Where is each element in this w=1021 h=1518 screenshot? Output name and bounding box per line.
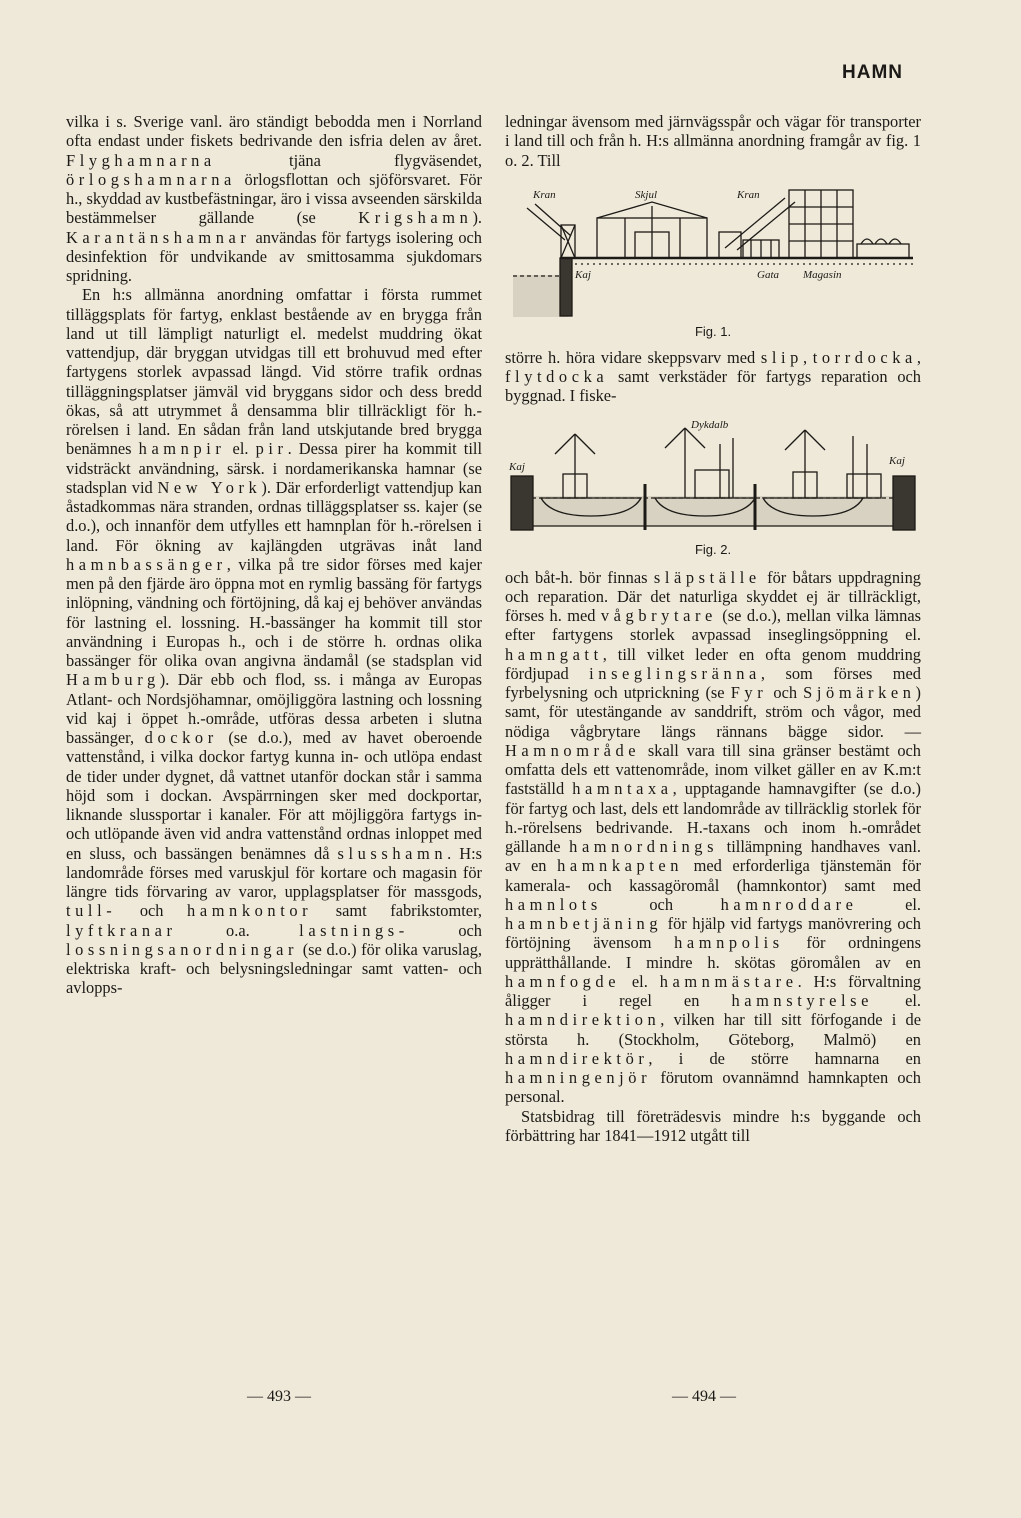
text-run: . H:s förvaltning åligger i regel en	[505, 971, 921, 1010]
page-number-left: — 493 —	[247, 1388, 311, 1405]
text-run: förutom ovannämnd hamnkapten och personal.	[505, 1068, 921, 1107]
paragraph	[66, 112, 482, 285]
basin-cross-section-diagram	[505, 414, 921, 538]
spaced-term: örlogshamnarna	[66, 169, 236, 189]
spaced-term: Hamburg	[66, 670, 160, 690]
spaced-term: hamnfogde	[505, 971, 621, 991]
text-run: skall vara till sina gränser bestämt och omfatta dels ett vattenområde, inom vilket gäller en av K.m:t fastställd	[505, 740, 921, 799]
paragraph	[505, 568, 921, 1107]
label-gata: Gata	[757, 268, 779, 281]
spaced-term: hamnpir	[138, 439, 226, 459]
text-run: (se d.o.), med av havet oberoende vattenstånd, i vilka dockor fartyg kunna in- och utlöpa endast de tider under dygnet, då vattnet utanför dockan står i samma höjd som i dockan. Avspärrningen sker med dockportar, liknande slussportar i kanaler. För att möjliggöra fartygs in- och utlöpande även vid andra vattenstånd ordnas inloppet med en sluss, och bassängen benämnes då	[66, 728, 482, 863]
text-run: , vilka på tre sidor förses med kajer men på den fjärde äro öppna mot en rymlig bassäng för fartygs inlöpning, vändning och förtöjning, då kaj ej behöver användas för lastning el. lossning. H.-bassänger ha kommit till stor användning i Europas h., och i de större h. ordnas olika bassänger för olika ovan angivna ändamål (se stadsplan vid	[66, 554, 482, 670]
spaced-term: Karantänshamnar	[66, 227, 251, 247]
spaced-term: lastnings-	[299, 920, 409, 940]
figure-1	[505, 180, 921, 342]
spaced-term: slip	[760, 347, 803, 367]
text-run: , som förses med fyrbelysning och utprickning (se	[505, 663, 921, 702]
text-run: ).	[472, 208, 482, 228]
label-kaj-right: Kaj	[889, 454, 905, 467]
paragraph	[505, 348, 921, 406]
spaced-term: pir	[255, 439, 288, 459]
spaced-term: hamnstyrelse	[731, 991, 874, 1010]
figure-2-caption: Fig. 2.	[694, 541, 732, 557]
text-run: ,	[916, 347, 921, 367]
spaced-term: hamnlots	[505, 894, 602, 914]
text-run: ). Där erforderligt vattendjup kan åstadkommas nära stranden, ordnas tilläggsplatser ss. kajer (se d.o.), och innanför dem utfylles ett hamnplan för h.-rörelsen i land. För ökning av kajlängden utgrävas inåt land	[66, 477, 483, 555]
spaced-term: Hamnområde	[505, 740, 641, 760]
spaced-term: hamndirektör	[505, 1048, 649, 1068]
spaced-term: slusshamn	[337, 843, 448, 863]
spaced-term: hamndirektion	[505, 1010, 661, 1030]
paragraph	[505, 112, 921, 170]
spaced-term: hamnkontor	[187, 901, 313, 921]
text-run: , till vilket leder en ofta genom muddring fördjupad	[505, 644, 921, 683]
spaced-term: hamnbetjäning	[505, 914, 663, 933]
spaced-term: Flyghamnarna	[66, 150, 216, 170]
text-run: och	[601, 894, 721, 914]
text-run: och	[116, 901, 188, 921]
spaced-term: hamnmästare	[659, 971, 798, 991]
text-run: el.	[620, 971, 660, 991]
spaced-term: Sjömärken	[803, 683, 916, 702]
spaced-term: Fyr	[730, 683, 768, 702]
spaced-term: hamnkapten	[557, 856, 684, 876]
spaced-term: hamngatt	[505, 644, 603, 664]
figure-2	[505, 414, 921, 562]
text-run: el.	[857, 894, 921, 914]
text-run: för hjälp vid fartygs manövrering och förtöjning ävensom	[505, 914, 921, 953]
text-run: ledningar ävensom med järnvägsspår och vägar för transporter i land till och från h. H:s allmänna anordning framgår av fig. 1 o. 2. Till	[505, 112, 921, 170]
spaced-term: tull-	[66, 901, 117, 921]
text-run: och	[408, 920, 482, 940]
spaced-term: hamnroddare	[720, 894, 858, 914]
text-run: ) samt, för utestängande av sanddrift, ström och vågor, med nödiga vågbrytare längs rännans bägge sidor. —	[505, 683, 921, 741]
text-run: (se d.o.) för olika varuslag, elektriska kraft- och belysningsledningar samt vatten- och avlopps-	[66, 939, 482, 998]
spaced-term: New York	[157, 477, 262, 497]
text-run: , i de större hamnarna en	[648, 1048, 921, 1068]
text-run: el.	[873, 991, 921, 1010]
paragraph	[505, 1107, 921, 1146]
text-run: användas för fartygs isolering och desinfektion för undvikande av smittosamma sjukdomars spridning.	[66, 227, 482, 285]
label-kaj-left: Kaj	[509, 460, 525, 473]
spaced-term: vågbrytare	[600, 606, 717, 625]
spaced-term: inseglingsränna	[589, 663, 761, 683]
text-run: . H:s landområde förses med varuskjul för kortare och magasin för längre tids förvaring av varor, upplagsplatser för massgods,	[66, 843, 483, 901]
label-skjul: Skjul	[635, 188, 657, 201]
text-run: större h. höra vidare skeppsvarv med	[505, 347, 761, 367]
spaced-term: släpställe	[653, 567, 761, 587]
label-kran-right: Kran	[737, 188, 760, 201]
spaced-term: hamnpolis	[674, 933, 784, 953]
text-run: med erforderliga tjänstemän för kamerala- och kassagöromål (hamnkontor) samt med	[505, 856, 922, 895]
spaced-term: dockor	[144, 728, 218, 747]
figure-1-caption: Fig. 1.	[694, 323, 732, 339]
label-kran-left: Kran	[533, 188, 556, 201]
text-run: tjäna flygväsendet,	[215, 150, 482, 170]
label-magasin: Magasin	[803, 268, 842, 281]
text-run: tillämpning handhaves vanl. av en	[505, 837, 921, 876]
text-run: (se d.o.), mellan vilka lämnas efter fartygens storlek avpassad inseglingsöppning el.	[505, 606, 921, 645]
spaced-term: hamnordnings	[569, 837, 719, 856]
spaced-term: hamntaxa	[572, 779, 673, 799]
text-run: och	[767, 683, 804, 702]
text-run: . Dessa pirer ha kommit till vidsträckt användning, särsk. i nordamerikanska hamnar (se stadsplan vid	[66, 439, 482, 497]
text-run: för ordningens upprätthållande. I mindre h. skötas göromålen av en	[505, 933, 921, 972]
label-kaj: Kaj	[575, 268, 591, 281]
harbor-cross-section-diagram	[505, 180, 921, 320]
running-header: HAMN	[842, 62, 903, 83]
text-run: örlogsflottan och sjöförsvaret. För h., skyddad av kustbefästningar, äro i vissa avseenden särskilda bestämmelser gällande (se	[66, 169, 482, 228]
right-column	[505, 112, 921, 1145]
left-column	[66, 112, 482, 998]
spaced-term: lossningsanordningar	[66, 939, 299, 959]
text-run: , vilken har till sitt förfogande i de största h. (Stockholm, Göteborg, Malmö) en	[505, 1010, 921, 1049]
spaced-term: Krigshamn	[358, 208, 473, 228]
text-run: samt verkstäder för fartygs reparation och byggnad. I fiske-	[505, 367, 921, 406]
text-run: för båtars uppdragning och reparation. Där det naturliga skyddet ej är tillräckligt, förses h. med	[505, 567, 921, 625]
spaced-term: torrdocka	[812, 347, 917, 367]
spaced-term: hamningenjör	[505, 1068, 652, 1087]
text-run: ). Där ebb och flod, ss. i många av Europas Atlant- och Nordsjöhamnar, omöjliggöra lastning och lossning vid kaj i öppet h.-område, utföras dessa arbeten i slutna bassänger,	[66, 670, 482, 747]
label-dykdalb: Dykdalb	[691, 418, 729, 431]
text-run: En h:s allmänna anordning omfattar i första rummet tilläggsplats för fartyg, enklast bestående av en brygga från land ut till lämpligt naturligt el. medelst muddring ökat vattendjup, där bryggan utvidgas till ett brohuvud med efter fartygens storlek avpassad längd. Vid större trafik ordnas tilläggningsplatser jämväl vid bryggans sidor och dess bredd ökas, så att utrymmet å densamma blir tillräckligt för h.-rörelsen i land. En sådan från land utskjutande bred brygga benämnes	[66, 285, 482, 459]
text-run: ,	[802, 347, 813, 367]
text-run: el.	[225, 439, 256, 459]
spaced-term: hamnbassänger	[66, 554, 227, 574]
text-run: Statsbidrag till företrädesvis mindre h:s byggande och förbättring har 1841—1912 utgått till	[505, 1106, 921, 1145]
page-number-right: — 494 —	[672, 1388, 736, 1405]
spaced-term: flytdocka	[505, 367, 609, 386]
text-run: vilka i s. Sverige vanl. äro ständigt bebodda men i Norrland ofta endast under fiskets bedrivande den isfria delen av året.	[66, 112, 482, 151]
text-run: och båt-h. bör finnas	[505, 567, 654, 587]
text-run: o.a.	[176, 920, 300, 940]
text-run: , upptagande hamnavgifter (se d.o.) för fartyg och last, dels ett landområde av tillräcklig storlek för h.-rörelsens bedrivande. H.-taxans och inom h.-området gällande	[505, 779, 921, 856]
text-run: samt fabrikstomter,	[312, 901, 482, 921]
paragraph	[66, 285, 482, 997]
spaced-term: lyftkranar	[66, 920, 177, 940]
